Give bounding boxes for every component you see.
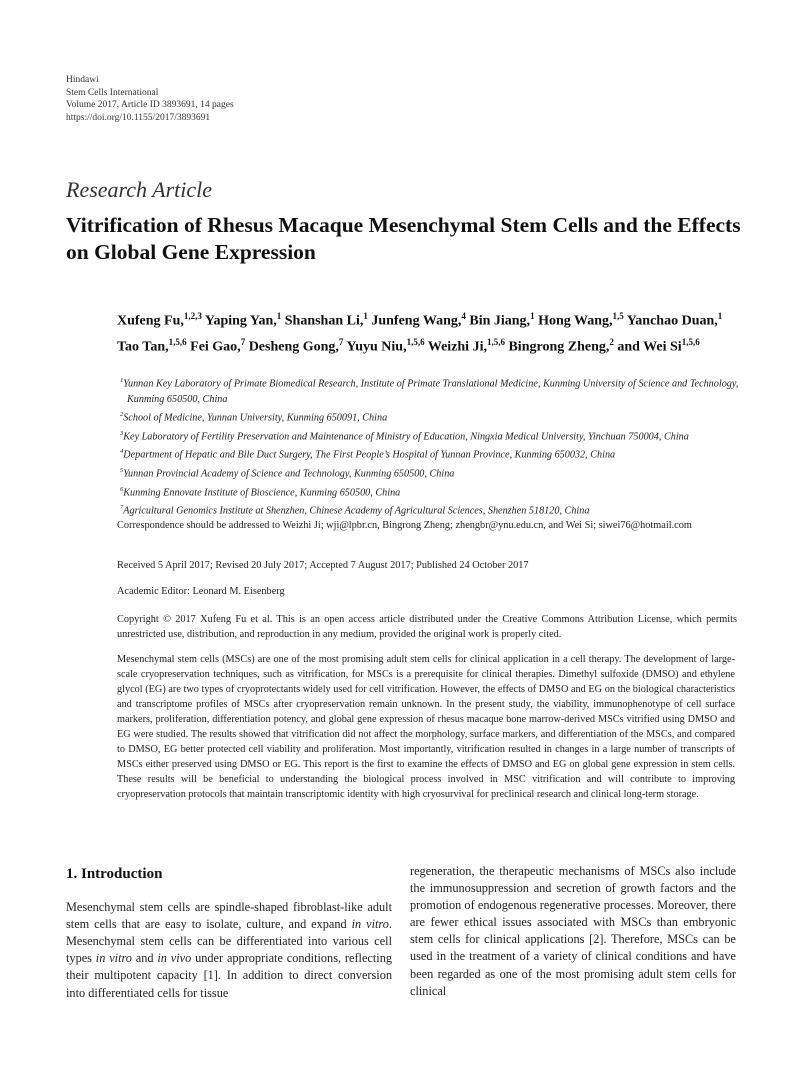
author-affiliation-marker: 1: [530, 311, 535, 321]
abstract: Mesenchymal stem cells (MSCs) are one of the most promising adult stem cells for clinical application in a cell therapy. The development of large-scale cryopreservation techniques, such as vitrification, for MSCs is a prerequisite for clinical therapies. Dimethyl sulfoxide (DMSO) and ethylene glycol (EG) are two types of cryoprotectants widely used for cell vitrification. However, the effects of DMSO and EG on the biological characteristics and transcriptome profiles of MSCs after cryopreservation remain unknown. In the present study, the viability, immunophenotype of cell surface markers, proliferation, differentiation potency, and global gene expression of rhesus macaque bone marrow-derived MSCs vitrified using DMSO and EG were studied. The results showed that vitrification did not affect the morphology, surface markers, and differentiation of the MSCs, and compared to DMSO, EG better protected cell viability and proliferation. Most importantly, vitrification resulted in changes in a large number of transcripts of MSCs either preserved using DMSO or EG. This report is the first to examine the effects of DMSO and EG on global gene expression in stem cells. These results will be beneficial to understanding the biological process involved in MSC vitrification and will contribute to improving cryopreservation protocols that maintain transcriptomic identity with high cryosurvival for preclinical research and clinical long-term storage.: [117, 654, 735, 800]
author-affiliation-marker: 7: [338, 336, 344, 347]
volume-info: Volume 2017, Article ID 3893691, 14 pages: [66, 100, 234, 111]
affiliation-text: Kunming Ennovate Institute of Bioscience, Kunming 650500, China: [123, 487, 401, 499]
publisher-name: Hindawi: [66, 75, 99, 85]
introduction-paragraph-continued: regeneration, the therapeutic mechanisms of MSCs also include the immunosuppression and secretion of growth factors and the promotion of endogenous regenerative processes. Moreover, there are fewer ethical issues associated with MSCs than embryonic stem cells for clinical applications [2]. Therefore, MSCs can be used in the treatment of a variety of clinical conditions and have been regarded as one of the most promising adult stem cells for clinical: [410, 864, 736, 998]
correspondence: Correspondence should be addressed to Weizhi Ji; wji@lpbr.cn, Bingrong Zheng; zhengbr@ynu.edu.cn, and Wei Si; siwei76@hotmail.com: [117, 520, 692, 531]
author-affiliation-marker: 1: [363, 311, 368, 321]
author-name: Yanchao Duan,: [626, 313, 718, 329]
author-name: and Wei Si: [617, 339, 682, 355]
affiliation-number: 7: [120, 504, 124, 512]
affiliation-text: Department of Hepatic and Bile Duct Surgery, The First People’s Hospital of Yunnan Province, Kunming 650032, China: [123, 449, 616, 461]
doi-link[interactable]: https://doi.org/10.1155/2017/3893691: [66, 112, 211, 123]
affiliation-number: 3: [120, 429, 124, 437]
affiliation-number: 4: [120, 448, 124, 456]
publication-dates: Received 5 April 2017; Revised 20 July 2017; Accepted 7 August 2017; Published 24 October 2017: [117, 560, 529, 571]
author-name: Shanshan Li,: [284, 313, 364, 329]
affiliation-number: 2: [120, 410, 124, 418]
copyright-notice: Copyright © 2017 Xufeng Fu et al. This is an open access article distributed under the Creative Commons Attribution License, which permits unrestricted use, distribution, and reproduction in any medium, provided the original work is properly cited.: [117, 614, 737, 640]
column-right: [410, 863, 736, 1000]
affiliation-text: Yunnan Provincial Academy of Science and Technology, Kunming 650500, China: [123, 468, 455, 480]
italic-term: in vitro: [351, 917, 389, 932]
author-name: Bingrong Zheng,: [508, 339, 610, 355]
italic-term: in vitro: [95, 951, 132, 966]
section-heading-introduction: 1. Introduction: [66, 866, 163, 882]
author-name: Xufeng Fu,: [117, 313, 184, 329]
author-affiliation-marker: 2: [609, 336, 614, 347]
article-title: Vitrification of Rhesus Macaque Mesenchymal Stem Cells and the Effects on Global Gene Expression: [66, 213, 741, 264]
author-affiliation-marker: 1,5,6: [406, 336, 425, 347]
column-left: [66, 866, 392, 1002]
author-list: [117, 306, 747, 357]
affiliation-list: [117, 373, 747, 519]
author-affiliation-marker: 1,5,6: [681, 336, 700, 347]
affiliation-number: 6: [120, 485, 124, 493]
author-affiliation-marker: 1,5: [612, 311, 624, 321]
text-run: . Mesenchymal stem cells can be differentiated into various cell types: [66, 917, 392, 966]
affiliation-text: Agricultural Genomics Institute at Shenzhen, Chinese Academy of Agricultural Sciences, Shenzhen 518120, China: [123, 505, 590, 517]
article-type: Research Article: [66, 177, 213, 202]
affiliation-text: Key Laboratory of Fertility Preservation and Maintenance of Ministry of Education, Ningxia Medical University, Yinchuan 750004, China: [123, 431, 689, 443]
author-affiliation-marker: 1,5,6: [168, 336, 187, 347]
author-affiliation-marker: 4: [461, 311, 466, 321]
author-affiliation-marker: 1: [276, 311, 282, 321]
journal-name: Stem Cells International: [66, 87, 159, 98]
text-run: and: [131, 951, 158, 966]
author-affiliation-marker: 7: [240, 336, 246, 347]
text-run: Mesenchymal stem cells are spindle-shaped fibroblast-like adult stem cells that are easy to isolate, culture, and expand: [66, 900, 392, 932]
author-name: Tao Tan,: [117, 339, 169, 355]
italic-term: in vivo: [157, 951, 192, 966]
affiliation-item: [117, 482, 747, 501]
affiliation-item: [117, 426, 747, 445]
affiliation-item: [117, 444, 747, 463]
author-name: Yuyu Niu,: [346, 339, 407, 355]
affiliation-item: [117, 463, 747, 482]
introduction-paragraph: [66, 899, 392, 1002]
author-name: Yaping Yan,: [204, 313, 277, 329]
author-name: Desheng Gong,: [248, 339, 339, 355]
author-name: Bin Jiang,: [469, 313, 531, 329]
affiliation-number: 1: [120, 377, 124, 384]
author-name: Junfeng Wang,: [371, 313, 462, 329]
affiliation-number: 5: [120, 467, 124, 475]
affiliation-item: [117, 407, 747, 426]
affiliation-item: [117, 500, 747, 519]
text-run: under appropriate conditions, reflecting their multipotent capacity [1]. In addition to direct conversion into differentiated cells for tissue: [66, 951, 393, 1000]
academic-editor: Academic Editor: Leonard M. Eisenberg: [117, 586, 285, 597]
journal-header: [66, 74, 234, 124]
author-name: Weizhi Ji,: [427, 339, 487, 355]
author-name: Hong Wang,: [538, 313, 613, 329]
affiliation-item: [117, 373, 747, 407]
affiliation-text: Yunnan Key Laboratory of Primate Biomedical Research, Institute of Primate Translational Medicine, Kunming University of Science and Technology, Kunming 650500, China: [123, 378, 739, 405]
author-affiliation-marker: 1,5,6: [486, 336, 505, 347]
affiliation-text: School of Medicine, Yunnan University, Kunming 650091, China: [123, 412, 388, 424]
author-affiliation-marker: 1,2,3: [183, 311, 202, 321]
author-affiliation-marker: 1: [717, 311, 723, 321]
author-name: Fei Gao,: [190, 339, 241, 355]
